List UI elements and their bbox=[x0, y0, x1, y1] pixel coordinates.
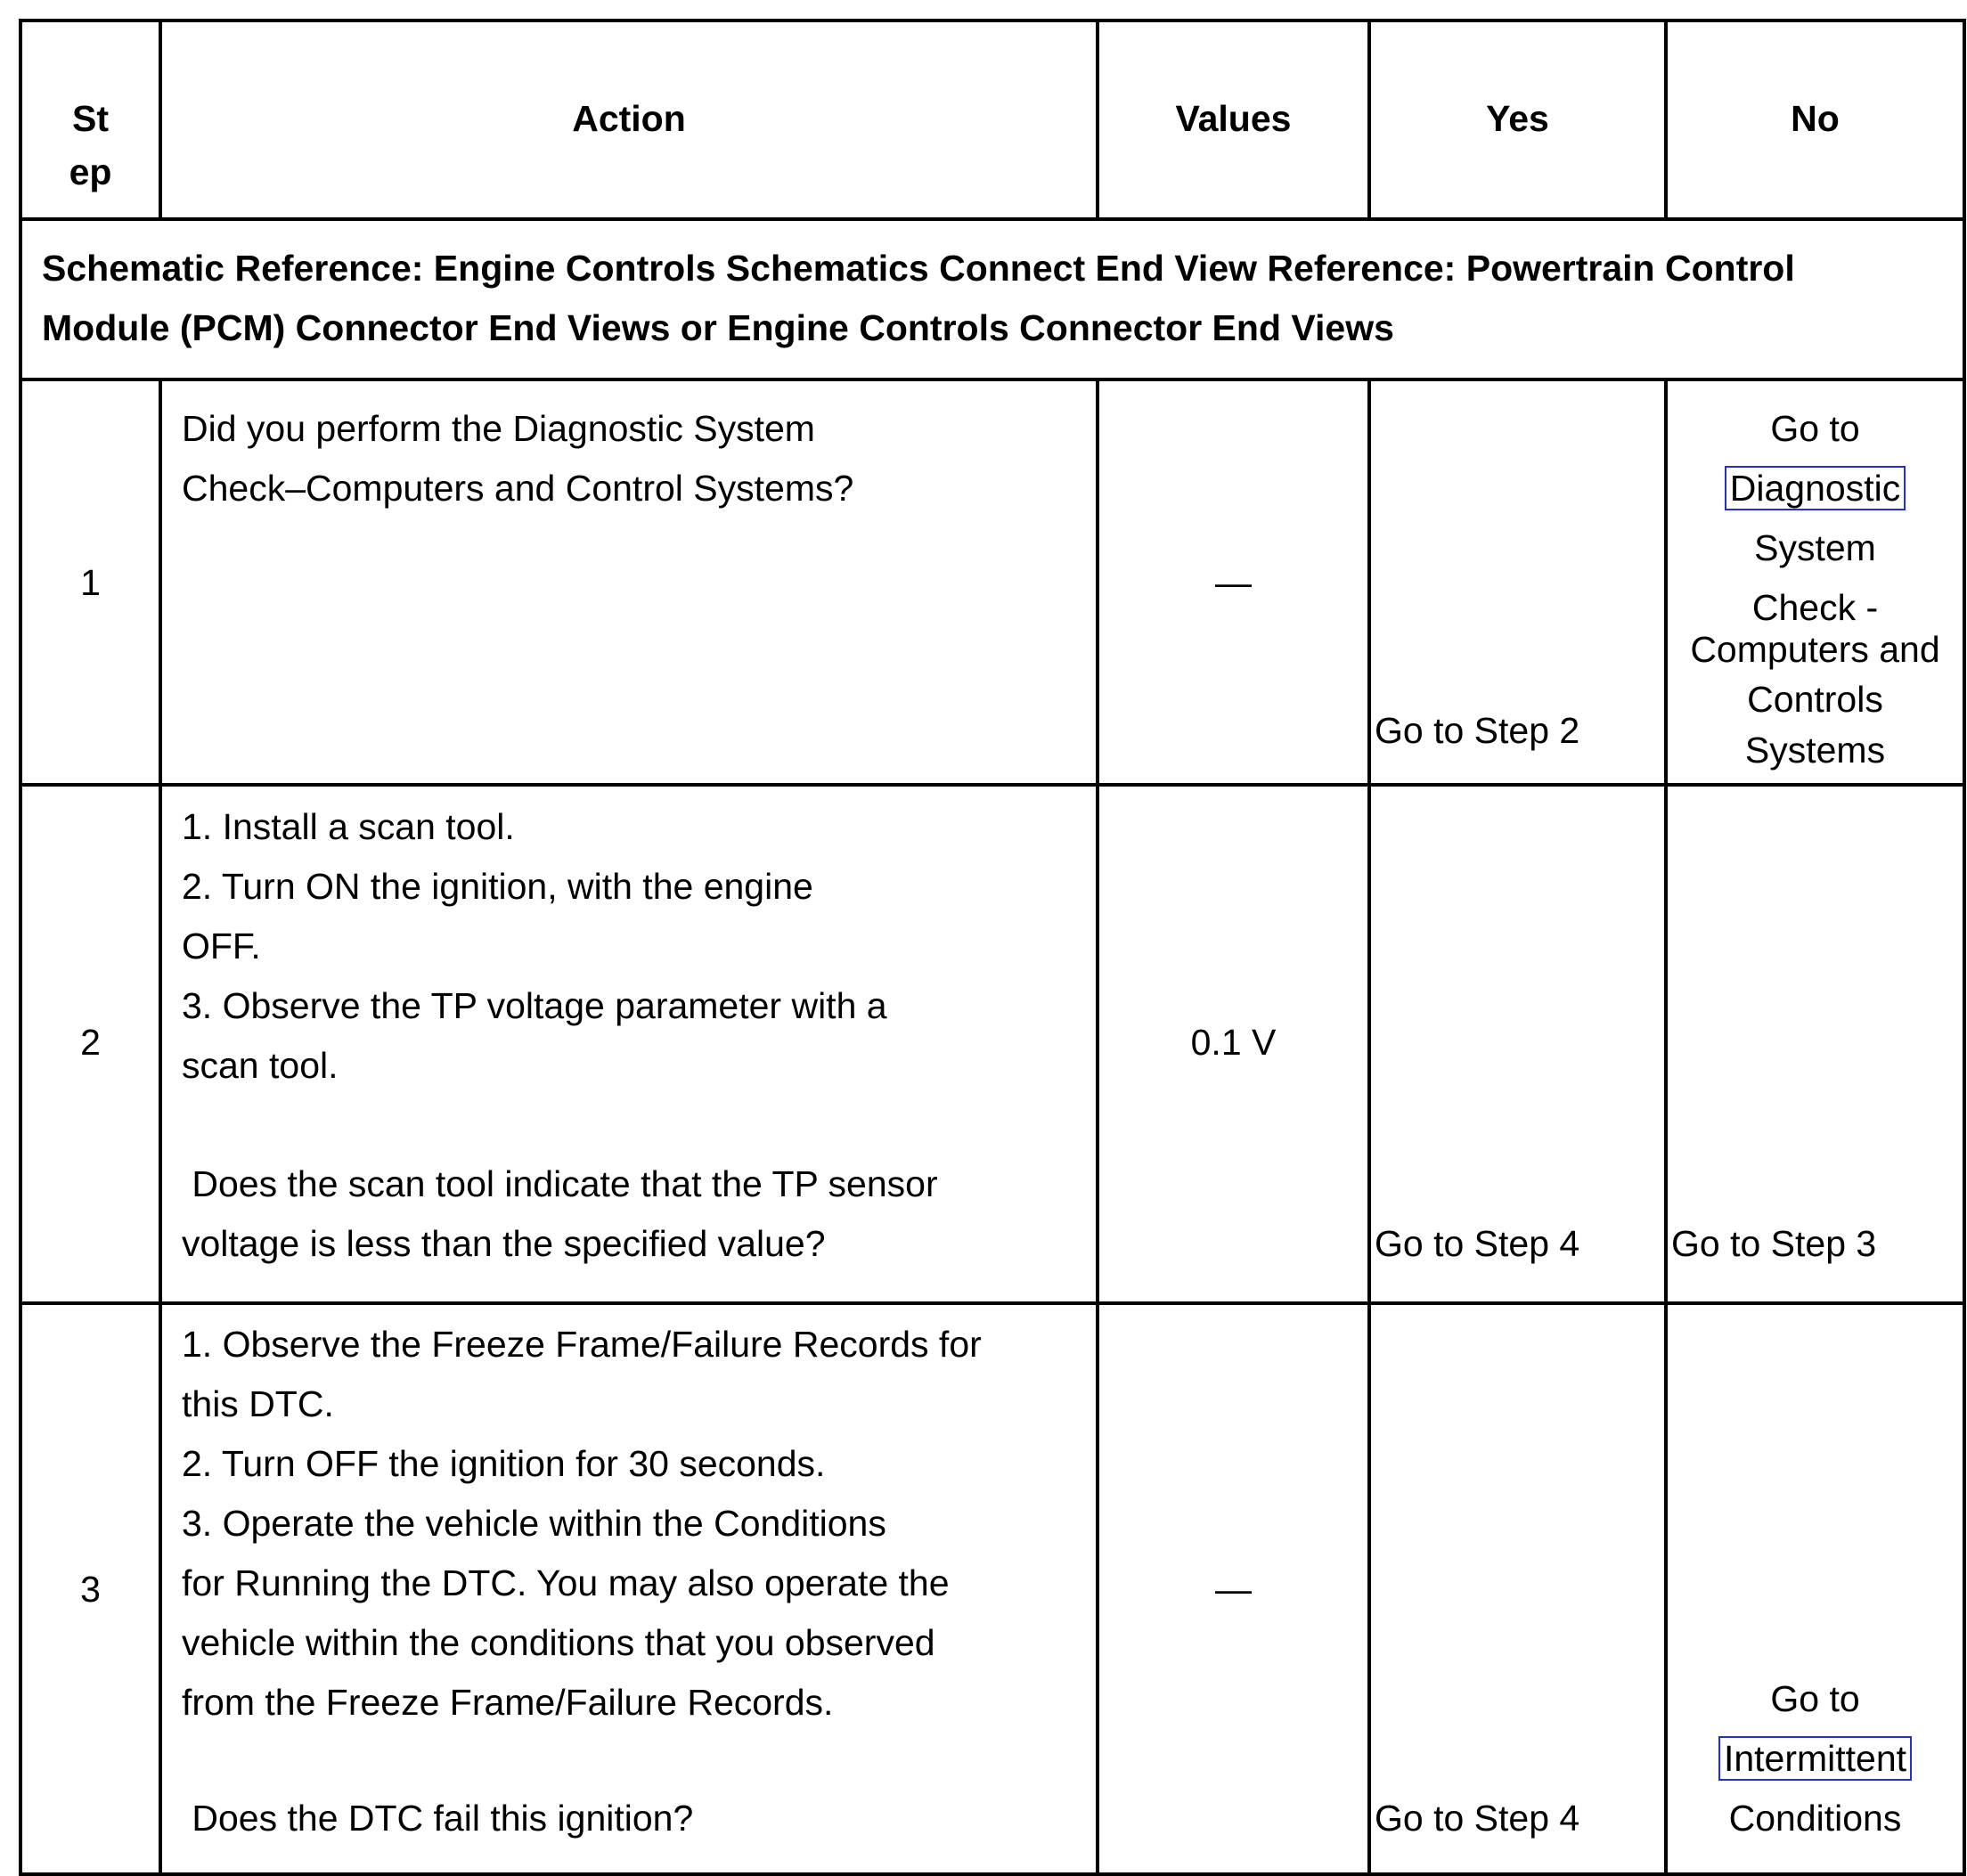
action-line: OFF. bbox=[182, 926, 261, 967]
no-go-to-label: Go to bbox=[1770, 408, 1860, 449]
value-cell: — bbox=[1215, 1569, 1252, 1610]
yes-cell: Go to Step 4 bbox=[1375, 1798, 1580, 1839]
yes-cell: Go to Step 4 bbox=[1375, 1223, 1580, 1264]
no-cell-line: Computers and bbox=[1690, 629, 1940, 670]
action-line: scan tool. bbox=[182, 1045, 339, 1086]
action-question: Does the DTC fail this ignition? bbox=[182, 1798, 694, 1839]
action-line: 3. Observe the TP voltage parameter with a bbox=[182, 985, 887, 1026]
yes-cell: Go to Step 2 bbox=[1375, 710, 1580, 751]
header-values: Values bbox=[1175, 98, 1292, 139]
reference-line-2: Module (PCM) Connector End Views or Engine Controls Connector End Views bbox=[42, 307, 1394, 348]
header-divider bbox=[19, 217, 1966, 221]
action-line: Did you perform the Diagnostic System bbox=[182, 408, 815, 449]
action-line: Check–Computers and Control Systems? bbox=[182, 468, 854, 509]
diagnostic-link[interactable]: Diagnostic bbox=[1725, 466, 1906, 510]
no-cell: Go to Step 3 bbox=[1671, 1223, 1877, 1264]
action-line: 1. Install a scan tool. bbox=[182, 806, 515, 847]
intermittent-link[interactable]: Intermittent bbox=[1718, 1736, 1912, 1781]
header-action: Action bbox=[572, 98, 686, 139]
action-line: 1. Observe the Freeze Frame/Failure Records for bbox=[182, 1324, 982, 1365]
no-cell-line: Conditions bbox=[1728, 1798, 1902, 1839]
step-number: 3 bbox=[80, 1569, 101, 1610]
no-cell-link-row bbox=[1668, 1729, 1963, 1789]
table-border-top bbox=[19, 19, 1966, 22]
action-line: this DTC. bbox=[182, 1383, 334, 1424]
no-cell-line: Controls bbox=[1747, 679, 1883, 720]
no-cell-link-row bbox=[1668, 459, 1963, 518]
value-cell: 0.1 V bbox=[1190, 1022, 1277, 1063]
action-line: 2. Turn ON the ignition, with the engine bbox=[182, 866, 813, 907]
header-no: No bbox=[1791, 98, 1840, 139]
step-number: 2 bbox=[80, 1022, 101, 1063]
diagnostic-table bbox=[19, 19, 1966, 1876]
table-border-right bbox=[1963, 19, 1966, 1876]
reference-line-1: Schematic Reference: Engine Controls Schematics Connect End View Reference: Powertrain Control bbox=[42, 248, 1795, 289]
header-step: St ep bbox=[69, 98, 112, 192]
table-border-bottom bbox=[19, 1872, 1966, 1876]
no-cell-line: Check - bbox=[1751, 587, 1879, 628]
action-question: Does the scan tool indicate that the TP sensor bbox=[182, 1163, 938, 1204]
action-question: voltage is less than the specified value? bbox=[182, 1223, 826, 1264]
action-line: 2. Turn OFF the ignition for 30 seconds. bbox=[182, 1443, 826, 1484]
reference-divider bbox=[19, 378, 1966, 381]
col-divider-step bbox=[159, 378, 162, 1876]
header-yes: Yes bbox=[1486, 98, 1549, 139]
value-cell: — bbox=[1215, 562, 1252, 603]
row2-divider bbox=[19, 1301, 1966, 1305]
no-go-to-label: Go to bbox=[1770, 1678, 1860, 1719]
action-line: 3. Operate the vehicle within the Conditions bbox=[182, 1503, 886, 1544]
row1-divider bbox=[19, 783, 1966, 787]
col-divider-values bbox=[1367, 378, 1371, 1876]
action-line: from the Freeze Frame/Failure Records. bbox=[182, 1682, 834, 1723]
step-number: 1 bbox=[80, 562, 101, 603]
action-line: vehicle within the conditions that you observed bbox=[182, 1622, 935, 1663]
no-cell-line: System bbox=[1754, 527, 1876, 568]
no-cell-line: Systems bbox=[1744, 730, 1886, 771]
action-line: for Running the DTC. You may also operate the bbox=[182, 1562, 950, 1603]
